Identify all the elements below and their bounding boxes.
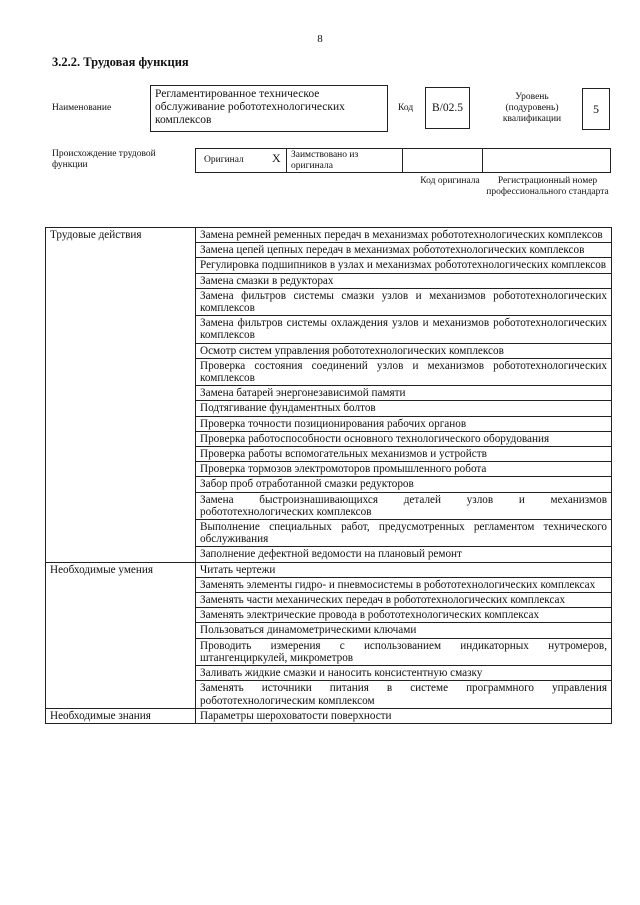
table-cell-item: Проверка точности позиционирования рабочих органов [196, 416, 612, 431]
table-cell-item: Заливать жидкие смазки и наносить консистентную смазку [196, 666, 612, 681]
code-original-caption: Код оригинала [420, 176, 480, 186]
table-cell-item: Пользоваться динамометрическими ключами [196, 623, 612, 638]
table-cell-item: Выполнение специальных работ, предусмотренных регламентом технического обслуживания [196, 520, 612, 547]
function-name-box: Регламентированное техническое обслуживание робототехнологических комплексов [150, 85, 388, 132]
table-cell-item: Параметры шероховатости поверхности [196, 708, 612, 723]
page-number: 8 [317, 33, 323, 45]
level-value-box: 5 [582, 88, 610, 130]
reg-number-caption: Регистрационный номер профессионального стандарта [486, 176, 609, 197]
table-cell-item: Регулировка подшипников в узлах и механизмах робототехнологических комплексов [196, 258, 612, 273]
table-cell-item: Осмотр систем управления робототехнологических комплексов [196, 343, 612, 358]
code-original-cell [402, 148, 483, 173]
level-label: Уровень (подуровень) квалификации [502, 92, 562, 124]
borrowed-cell: Заимствовано из оригинала [286, 148, 403, 173]
reg-number-cell [482, 148, 611, 173]
table-cell-item: Замена фильтров системы охлаждения узлов и механизмов робототехнологических комплексов [196, 316, 612, 343]
table-cell-item: Заменять части механических передач в робототехнологических комплексах [196, 593, 612, 608]
table-cell-item: Проверка работы вспомогательных механизмов и устройств [196, 447, 612, 462]
table-cell-item: Заменять источники питания в системе программного управления робототехнологическим комплексом [196, 681, 612, 708]
table-cell-item: Заполнение дефектной ведомости на плановый ремонт [196, 547, 612, 562]
table-row [46, 562, 612, 577]
table-cell-item: Читать чертежи [196, 562, 612, 577]
table-cell-item: Замена батарей энергонезависимой памяти [196, 386, 612, 401]
code-label: Код [398, 103, 414, 113]
table-cell-item: Проверка тормозов электромоторов промышленного робота [196, 462, 612, 477]
section-label: Необходимые знания [46, 708, 196, 723]
table-row [46, 708, 612, 723]
table-cell-item: Замена смазки в редукторах [196, 273, 612, 288]
table-cell-item: Проверка работоспособности основного технологического оборудования [196, 431, 612, 446]
table-cell-item: Забор проб отработанной смазки редукторов [196, 477, 612, 492]
table-cell-item: Замена ремней ременных передач в механизмах робототехнологических комплексов [196, 228, 612, 243]
original-label: Оригинал [204, 155, 244, 165]
table-cell-item: Замена быстроизнашивающихся деталей узлов и механизмов робототехнологических комплексов [196, 492, 612, 519]
table-cell-item: Замена фильтров системы смазки узлов и механизмов робототехнологических комплексов [196, 288, 612, 315]
table-cell-item: Заменять электрические провода в робототехнологических комплексах [196, 608, 612, 623]
section-label: Необходимые умения [46, 562, 196, 708]
original-cell [195, 148, 287, 173]
table-cell-item: Проверка состояния соединений узлов и механизмов робототехнологических комплексов [196, 358, 612, 385]
section-title: 3.2.2. Трудовая функция [52, 55, 189, 69]
section-label: Трудовые действия [46, 228, 196, 563]
table-cell-item: Замена цепей цепных передач в механизмах робототехнологических комплексов [196, 243, 612, 258]
code-value-box: B/02.5 [425, 87, 470, 129]
table-cell-item: Заменять элементы гидро- и пневмосистемы в робототехнологических комплексах [196, 577, 612, 592]
table-cell-item: Подтягивание фундаментных болтов [196, 401, 612, 416]
origin-label: Происхождение трудовой функции [52, 149, 156, 170]
table-row [46, 228, 612, 243]
table-cell-item: Проводить измерения с использованием индикаторных нутромеров, штангенциркулей, микрометров [196, 638, 612, 665]
requirements-table [45, 227, 612, 724]
name-label: Наименование [52, 103, 112, 113]
original-mark: X [272, 151, 281, 165]
